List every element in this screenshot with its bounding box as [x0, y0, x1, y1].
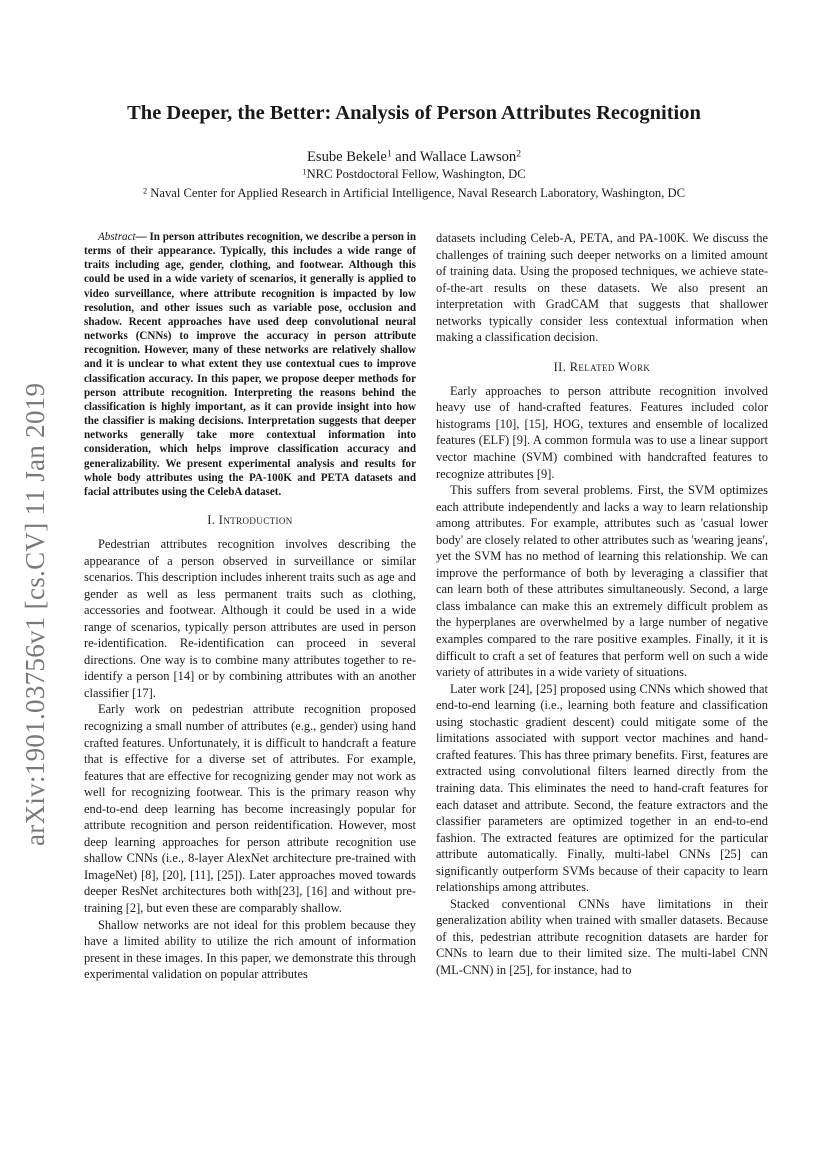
- paper-title: The Deeper, the Better: Analysis of Person Attributes Recognition: [127, 102, 701, 124]
- arxiv-sidebar-stamp: arXiv:1901.03756v1 [cs.CV] 11 Jan 2019: [20, 382, 50, 846]
- body-paragraph: Early approaches to person attribute recognition involved heavy use of hand-crafted features. Features included color histograms [10], [15], HOG, textures and ensemble of localized features (ELF) [9]. A common formula was to use a linear support vector machine (SVM) combined with handcrafted features to recognize attributes [9].: [436, 383, 768, 481]
- abstract-text: — In person attributes recognition, we describe a person in terms of their appearance. Typically, this includes a wide range of traits including age, gender, clothing, and footwear. Although this could be used in a wide variety of scenarios, it generally is applied to video surveillance, where attribute recognition is impacted by low resolution, and other issues such as variable pose, occlusion and shadow. Recent approaches have used deep convolutional neural networks (CNNs) to improve the accuracy in person attribute recognition. However, many of these networks are relatively shallow and it is unclear to what extent they use contextual cues to improve classification accuracy. In this paper, we propose deeper methods for person attribute recognition. Interpreting the reasons behind the classification is highly important, as it can provide insight into how the classifier is making decisions. Interpretation suggests that deeper networks generally take more contextual information into consideration, which helps improve classification accuracy and generalizability. We present experimental analysis and results for whole body attributes using the PA-100K and PETA datasets and facial attributes using the CelebA dataset.: [84, 231, 416, 498]
- affiliation-mark: 2: [516, 148, 522, 160]
- body-paragraph: Pedestrian attributes recognition involves describing the appearance of a person observed in surveillance or similar scenarios. This description includes inherent traits such as age and gender as well as less permanent traits such as clothing, accessories and footwear. Although it could be used in a wide range of scenarios, typically person attributes are used in person re-identification. Re-identification can proceed in several directions. One way is to combine many attributes together to re-identify a person [14] or by combining attributes with an another classifier [17].: [84, 536, 416, 700]
- body-paragraph: Shallow networks are not ideal for this problem because they have a limited ability to utilize the rich amount of information present in these images. In this paper, we demonstrate this through experimental validation on popular attributes: [84, 917, 416, 982]
- affiliation-mark: 1: [386, 148, 392, 160]
- section-heading-related-work: II. Related Work: [553, 359, 651, 374]
- affiliation-mark: 2: [142, 186, 148, 196]
- body-paragraph: Stacked conventional CNNs have limitations in their generalization ability when trained with smaller datasets. Because of this, pedestrian attribute recognition datasets are harder for CNNs to learn due to their limited size. The multi-label CNN (ML-CNN) in [25], for instance, had to: [436, 896, 768, 977]
- body-paragraph: datasets including Celeb-A, PETA, and PA-100K. We discuss the challenges of training such deeper networks on a limited amount of training data. Using the proposed techniques, we achieve state-of-the-art results on these datasets. We also present an interpretation with GradCAM that suggests that shallower networks typically consider less contextual information when making a classification decision.: [436, 231, 768, 345]
- author-name: Wallace Lawson: [419, 149, 517, 165]
- abstract-label: Abstract: [98, 231, 136, 243]
- left-column: [84, 230, 416, 983]
- affiliation-line: [0, 186, 828, 201]
- affiliation-mark: 1: [302, 167, 307, 177]
- affiliation-line: [0, 167, 828, 182]
- author-connector: and: [391, 149, 420, 165]
- author-line: [0, 149, 828, 166]
- author-name: Esube Bekele: [306, 149, 387, 165]
- abstract: [84, 230, 416, 499]
- section-heading-introduction: I. Introduction: [207, 512, 293, 527]
- affiliation-text: Naval Center for Applied Research in Artificial Intelligence, Naval Research Laboratory, Washington, DC: [147, 186, 686, 200]
- affiliation-text: NRC Postdoctoral Fellow, Washington, DC: [306, 167, 526, 181]
- body-paragraph: Early work on pedestrian attribute recognition proposed recognizing a small number of attributes (e.g., gender) using hand crafted features. Unfortunately, it is difficult to handcraft a feature that is effective for a diverse set of attributes. For example, features that are effective for recognizing gender may not work as well for recognizing footwear. This is the primary reason why end-to-end deep learning has become increasingly popular for attribute recognition and person reidentification. However, most deep learning approaches for person attribute recognition use shallow CNNs (i.e., 8-layer AlexNet architecture pre-trained with ImageNet) [8], [20], [11], [25]). Later approaches moved towards deeper ResNet architectures both with[23], [16] and without pre-training [2], but even these are comparably shallow.: [84, 702, 416, 915]
- body-paragraph: This suffers from several problems. First, the SVM optimizes each attribute independently and lacks a way to learn relationship among attributes. For example, attributes such as 'casual lower body' are closely related to other attributes such as 'wearing jeans', yet the SVM has no method of learning this relationship. We can improve the performance of both by leveraging a classifier that can learn both of these attributes simultaneously. Second, a large class imbalance can make this an extremely difficult problem as the hyperplanes are overwhelmed by a large number of negative examples compared to the rare positive examples. Finally, it it is difficult to craft a set of features that perform well on such a wide variety of attributes in a wide variety of situations.: [436, 483, 768, 680]
- right-column: [436, 230, 768, 979]
- body-paragraph: Later work [24], [25] proposed using CNNs which showed that end-to-end learning (i.e., learning both feature and classification using stochastic gradient descent) could mitigate some of the limitations associated with support vector machines and hand-crafted features. This has three primary benefits. First, features are extracted using convolutional filters learned directly from the training data. This eliminates the need to hand-craft features for each dataset and attribute. Second, the feature extractors and the classifier parameters are optimized together in an end-to-end fashion. The extracted features are optimized for the particular attribute automatically. Finally, multi-label CNNs [25] can significantly outperform SVMs because of their capacity to learn relationships among attributes.: [436, 681, 768, 895]
